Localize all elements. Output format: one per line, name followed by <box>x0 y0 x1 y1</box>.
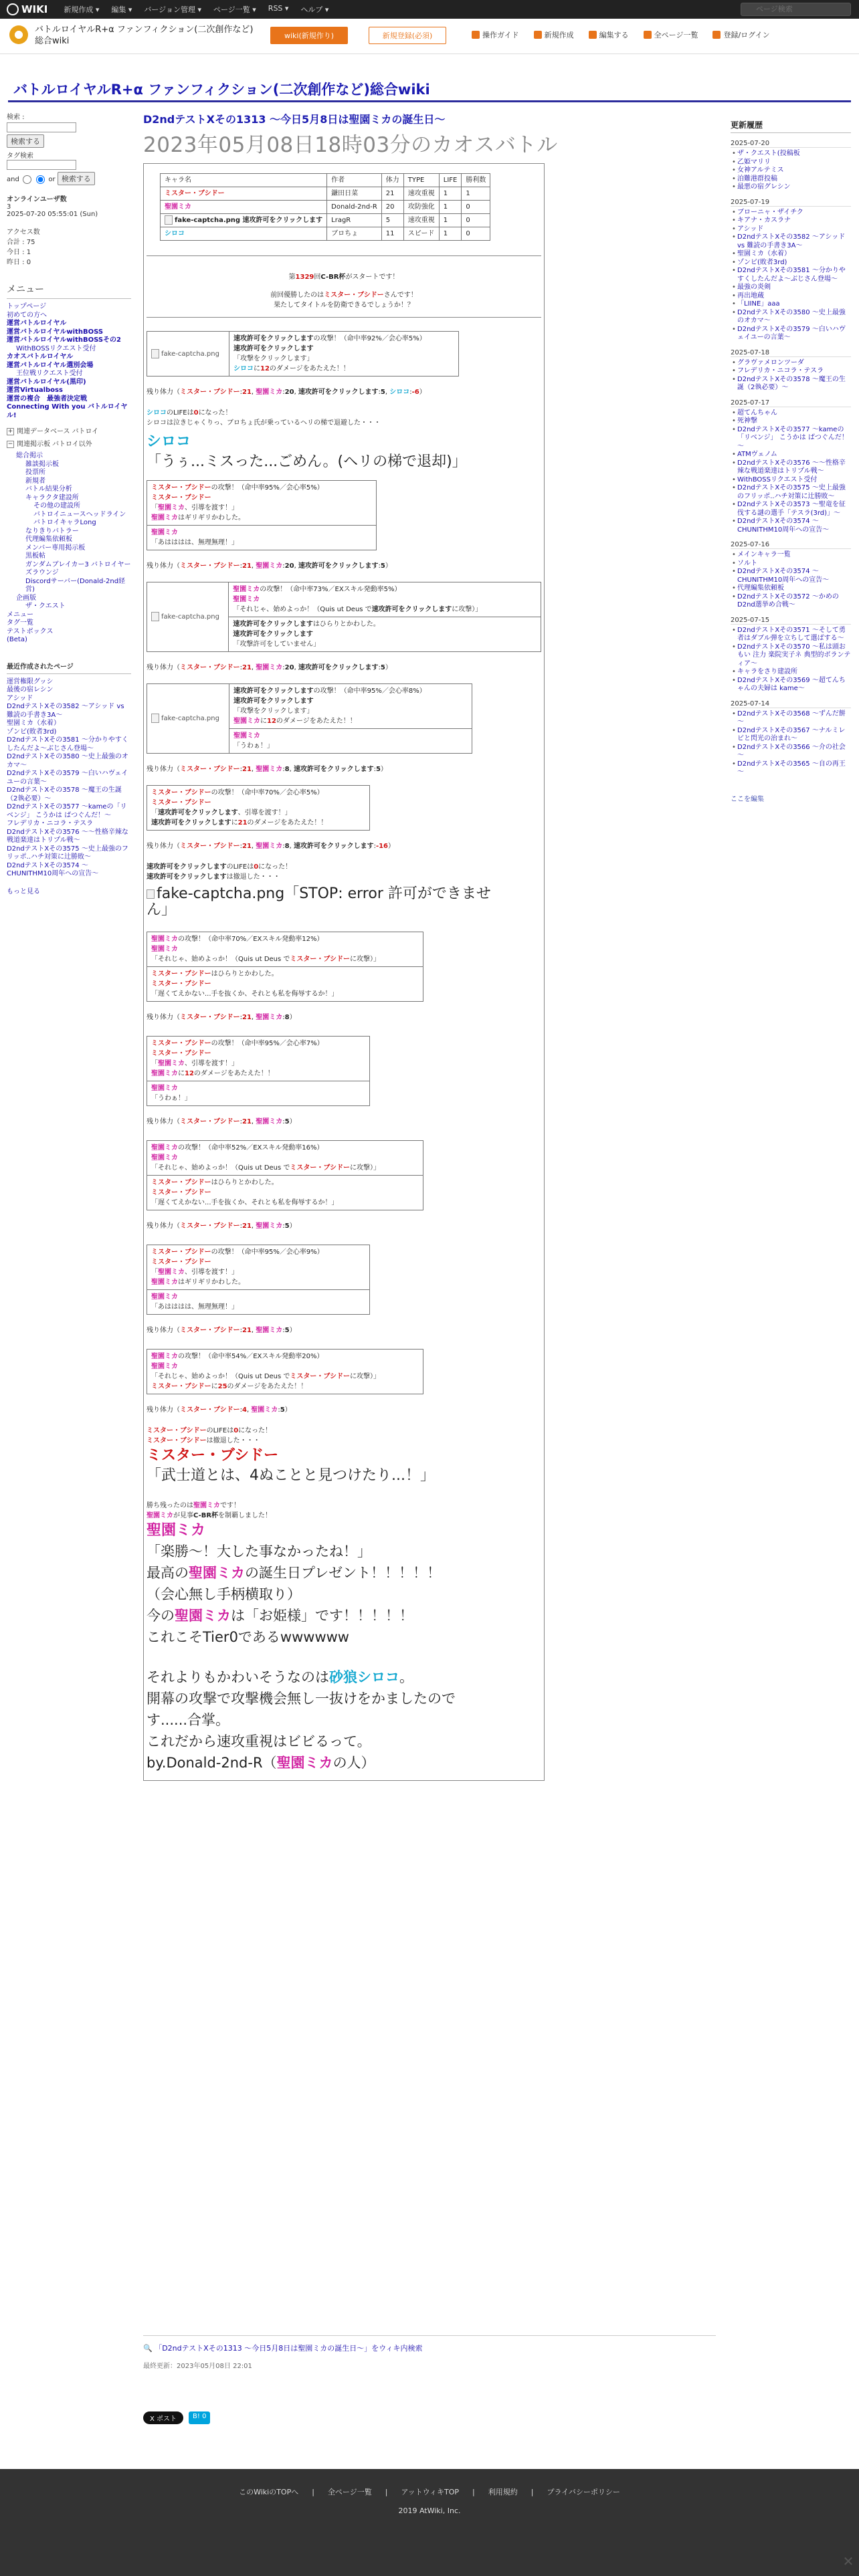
top-menu-item[interactable]: 新規作成 ▾ <box>64 5 100 14</box>
sidebar-tree-item[interactable]: テストボックス <box>7 627 54 635</box>
event-row: ミスター・ブシドーの攻撃！（命中率70%／会心率5%） ミスター・ブシドー 「速攻許可をクリックします、引導を渡す！」 速攻許可をクリックしますに21のダメージをあたえた！！ <box>147 785 370 831</box>
recent-page-link[interactable]: ゾンビ(敗者3rd) <box>7 728 57 736</box>
page-info <box>143 2335 716 2424</box>
header-action-0[interactable] <box>472 29 519 40</box>
recent-page-link[interactable]: フレデリカ・ニコラ・テスラ <box>7 820 94 827</box>
update-link[interactable]: • D2ndテストXその3569 ～超てんちゃんの夫婦は kame～ <box>731 677 851 693</box>
sidebar-menu-item[interactable]: 運営バトルロイヤル(黒印) <box>7 378 86 386</box>
footer-link[interactable]: プライバシーポリシー <box>547 2488 620 2496</box>
site-name[interactable]: バトルロイヤルR+α ファンフィクション(二次創作など)総合wiki <box>35 25 254 46</box>
update-link[interactable]: • アシッド <box>731 225 851 234</box>
sidebar-tree-item[interactable]: 総合掲示 <box>16 452 43 459</box>
header-action-label: 編集する <box>599 31 629 39</box>
x-post-button[interactable]: X ポスト <box>143 2411 183 2424</box>
main-content <box>143 111 716 1781</box>
update-link[interactable]: • フレデリカ・ニコラ・テスラ <box>731 367 851 376</box>
recent-page-link[interactable]: アシッド <box>7 694 33 702</box>
sidebar-tree-item[interactable]: バトロイニュースヘッドライン <box>33 510 126 518</box>
left-sidebar <box>7 111 131 896</box>
hp-remaining: 残り体力（ミスター・ブシドー:21, 聖園ミカ:20, 速攻許可をクリックします:5） <box>147 664 392 671</box>
update-date: 2025-07-17 <box>731 399 851 407</box>
menu-title: メニュー <box>7 284 44 295</box>
tag-search-input[interactable] <box>7 160 76 170</box>
char-name[interactable]: シロコ <box>165 230 185 237</box>
sidebar-menu-item[interactable]: トップページ <box>7 303 47 310</box>
event-row: 聖園ミカの攻撃！（命中率52%／EXスキル発動率16%） 聖園ミカ 「それじゃ、始めよっか！（Quis ut Deus でミスター・ブシドーに攻撃）」 ミスター・ブシドーはひらりとかわした。 ミスター・ブシドー 「遅くてえかない...手を抜くか、それとも私を侮辱するか！」 <box>147 1140 423 1210</box>
char-life: 1 <box>439 201 462 214</box>
top-menu-item[interactable]: ヘルプ ▾ <box>300 5 329 14</box>
action-icon <box>472 31 480 39</box>
update-link[interactable]: • D2ndテストXその3575 ～史上最強のフリッポ..ハチ対策に辻勝敗～ <box>731 484 851 501</box>
atwiki-logo[interactable]: WIKI <box>7 3 47 15</box>
site-logo-icon[interactable] <box>9 25 28 44</box>
footer <box>0 2469 859 2576</box>
char-name-cell <box>161 227 327 241</box>
sidebar-tree-item[interactable]: バトロイキャラLong <box>33 519 96 526</box>
char-hp: 5 <box>381 214 403 227</box>
sidebar-menu-item[interactable]: WithBOSSリクエスト受付 <box>16 344 96 352</box>
char-name[interactable]: ミスター・ブシドー <box>165 190 225 197</box>
update-link[interactable]: • ATMヴェノム <box>731 451 851 459</box>
recent-title: 最近作成されたページ <box>7 663 74 671</box>
sidebar-tree-item[interactable]: Discordサーバー(Donald-2nd経営) <box>25 577 126 593</box>
update-link[interactable]: • 死神撃 <box>731 417 851 426</box>
sidebar-tree-item[interactable]: バトル結果分析 <box>25 486 72 493</box>
more-link[interactable]: もっと見る <box>7 887 40 895</box>
sidebar-tree-item[interactable]: タグ一覧 <box>7 619 33 627</box>
table-row <box>161 187 490 201</box>
update-date: 2025-07-19 <box>731 199 851 207</box>
intro: 第1329回C-BR杯がスタートです！ 前回優勝したのはミスター・ブシドーさんです！ 果たしてタイトルを防衛できるでしょうか！？ <box>270 274 417 309</box>
char-wins: 1 <box>462 187 490 201</box>
table-header: キャラ名 <box>161 174 327 187</box>
event-row: 聖園ミカの攻撃！（命中率70%／EXスキル発動率12%） 聖園ミカ 「それじゃ、始めよっか！（Quis ut Deus でミスター・ブシドーに攻撃）」 ミスター・ブシドーはひらりとかわした。 ミスター・ブシドー 「遅くてえかない...手を抜くか、それとも私を侮辱するか！」 <box>147 932 423 1002</box>
tree-board[interactable]: 関連掲示板 バトロイ以外 <box>17 441 92 448</box>
tree-db[interactable]: 関連データベース バトロイ <box>17 428 99 435</box>
header-action-label: 操作ガイド <box>482 31 519 39</box>
top-menu-item[interactable]: バージョン管理 ▾ <box>144 5 201 14</box>
sidebar-tree-item[interactable]: メンバー専用掲示板 <box>25 544 86 552</box>
tag-search-label: タグ検索 <box>7 152 33 160</box>
update-link[interactable]: • ゾンビ(敗者3rd) <box>731 259 851 267</box>
char-author: LragR <box>327 214 382 227</box>
char-hp: 21 <box>381 187 403 201</box>
sidebar-tree <box>7 452 131 645</box>
update-link[interactable]: • 聖園ミカ（水着） <box>731 250 851 259</box>
action-icon <box>589 31 597 39</box>
sidebar-menu-item[interactable]: 運営バトルロイヤルwithBOSSその2 <box>7 336 122 344</box>
update-link[interactable]: • D2ndテストXその3582 ～アシッド vs 難読の手書き3A～ <box>731 233 851 250</box>
update-link[interactable]: • D2ndテストXその3580 ～史上最強のオカマ～ <box>731 309 851 326</box>
footer-link[interactable]: アットウィキTOP <box>401 2488 460 2496</box>
recent-page-link[interactable]: D2ndテストXその3577 ～kameの「リベンジ」 こうかは ばつぐんだ！～ <box>7 803 127 819</box>
action-icon <box>644 31 652 39</box>
and-radio[interactable] <box>23 175 31 184</box>
access-title: アクセス数 <box>7 229 40 236</box>
top-menu <box>64 4 328 15</box>
footer-link[interactable]: 全ページ一覧 <box>327 2488 372 2496</box>
online-count: 3 <box>7 203 11 211</box>
char-wins: 0 <box>462 214 490 227</box>
sidebar-tree-item[interactable]: キャラクタ建設所 <box>25 494 79 502</box>
copyright: 2019 AtWiki, Inc. <box>398 2506 461 2515</box>
footer-separator: | <box>531 2488 534 2496</box>
hp-remaining: 残り体力（ミスター・ブシドー:21, 聖園ミカ:20, 速攻許可をクリックします:5） <box>147 562 392 570</box>
char-type: 攻防強化 <box>403 201 439 214</box>
sidebar-menu-item[interactable]: 初めての方へ <box>7 311 47 319</box>
recent-updates-title: 更新履歴 <box>731 119 851 133</box>
wiki-search-link[interactable]: 🔍 「D2ndテストXその1313 ～今日5月8日は聖園ミカの誕生日～」をウィキ内検索 <box>143 2335 716 2353</box>
recent-page-link[interactable]: D2ndテストXその3581 ～分かりやすくしたんだよ～ぶじさん登場～ <box>7 736 128 752</box>
update-link[interactable]: • 女神アルテミス <box>731 167 851 175</box>
top-bar <box>0 0 859 19</box>
hp-remaining: 残り体力（ミスター・ブシドー:21, 聖園ミカ:8, 速攻許可をクリックします:-16） <box>147 843 395 850</box>
event-row: 聖園ミカの攻撃！（命中率54%／EXスキル発動率20%） 聖園ミカ 「それじゃ、始めよっか！（Quis ut Deus でミスター・ブシドーに攻撃）」 ミスター・ブシドーに25のダメージをあたえた！！ <box>147 1349 423 1394</box>
wiki-create-button[interactable]: wiki(新規作り) <box>270 27 348 44</box>
sidebar-tree-item[interactable]: ガンダムブレイカー3 バトロイヤーズラウンジ <box>25 560 131 576</box>
recent-page-link[interactable]: D2ndテストXその3579 ～白いハヴェイユーの言葉～ <box>7 770 128 786</box>
char-type: 速攻重視 <box>403 214 439 227</box>
char-wins: 0 <box>462 227 490 241</box>
or-radio[interactable] <box>36 175 45 184</box>
atwiki-logo-icon <box>7 3 19 15</box>
footer-link[interactable]: 利用規約 <box>488 2488 518 2496</box>
char-life: 1 <box>439 227 462 241</box>
sidebar-tree-item[interactable]: 企画版 <box>16 594 36 602</box>
access-today: 今日 : 1 <box>7 249 31 256</box>
update-link[interactable]: • メインキャラ一覧 <box>731 551 851 560</box>
recent-page-link[interactable]: D2ndテストXその3580 ～史上最強のオカマ～ <box>7 753 128 769</box>
sidebar-menu-item[interactable]: 運営バトルロイヤル <box>7 320 67 327</box>
top-menu-item[interactable]: ページ一覧 ▾ <box>213 5 256 14</box>
char-hp: 20 <box>381 201 403 214</box>
update-link[interactable]: • D2ndテストXその3573 ～聖竜を征伐する謎の選手「テスラ(3rd)」～ <box>731 501 851 518</box>
edit-here-link[interactable]: ここを編集 <box>731 795 764 803</box>
table-header: 体力 <box>381 174 403 187</box>
or-label: or <box>48 176 56 183</box>
sidebar-tree-item[interactable]: 新規者 <box>25 477 45 485</box>
header-action-label: 登録/ログイン <box>723 31 770 39</box>
update-link[interactable]: • D2ndテストXその3578 ～魔王の生誕（2執必要）～ <box>731 376 851 393</box>
title-divider <box>8 100 851 102</box>
header-action-3[interactable] <box>644 29 698 40</box>
recent-page-link[interactable]: D2ndテストXその3575 ～史上最強のフリッポ..ハチ対策に辻勝敗～ <box>7 845 128 861</box>
char-wins: 0 <box>462 201 490 214</box>
update-link[interactable]: • ブローニャ・ザイチク <box>731 209 851 217</box>
action-icon <box>712 31 721 39</box>
char-author: 鎌田日菜 <box>327 187 382 201</box>
page-search-input[interactable] <box>741 3 851 16</box>
char-name[interactable]: fake-captcha.png 速攻許可をクリックします <box>175 217 323 224</box>
hp-remaining: 残り体力（ミスター・ブシドー:21, 聖園ミカ:8） <box>147 1014 296 1021</box>
sidebar-menu-item[interactable]: 運営バトルロイヤル選別会場 <box>7 361 94 369</box>
update-link[interactable]: • D2ndテストXその3574 ～ CHUNITHM10周年への宣告～ <box>731 518 851 534</box>
collapse-icon[interactable]: − <box>7 440 13 447</box>
update-link[interactable]: • 「LIINE」aaa <box>731 300 851 309</box>
char-type: 速攻重視 <box>403 187 439 201</box>
recent-page-link[interactable]: D2ndテストXその3582 ～アシッド vs 難読の手書き3A～ <box>7 703 124 719</box>
update-link[interactable]: • D2ndテストXその3574 ～ CHUNITHM10周年への宣告～ <box>731 568 851 584</box>
close-icon[interactable]: ✕ <box>842 2553 854 2569</box>
tag-search-button[interactable]: 検索する <box>58 172 95 185</box>
footer-links <box>0 2486 859 2497</box>
header-actions <box>472 29 770 40</box>
sidebar-tree-item[interactable]: 雑談掲示板 <box>25 460 59 468</box>
sidebar-tree-item[interactable]: 投票所 <box>25 469 45 476</box>
event-row: ミスター・ブシドーの攻撃！（命中率95%／会心率5%） ミスター・ブシドー 「聖園ミカ、引導を渡す！」 聖園ミカはギリギリかわした。 聖園ミカ 「あはははは、無理無理！」 <box>147 480 377 550</box>
update-date: 2025-07-15 <box>731 617 851 625</box>
event-row: fake-captcha.png 速攻許可をクリックしますの攻撃！（命中率92%／会心率5%） 速攻許可をクリックします 「攻撃をクリックします」 シロコに12のダメージをあたえた！！ <box>147 331 459 377</box>
update-link[interactable]: • D2ndテストXその3571 ～そして勇者はダブル弾を立ちして選ばする～ <box>731 627 851 643</box>
online-title: オンラインユーザ数 <box>7 196 67 203</box>
footer-separator: | <box>312 2488 314 2496</box>
table-row <box>161 227 490 241</box>
action-icon <box>534 31 542 39</box>
update-link[interactable]: • D2ndテストXその3579 ～白いハヴェイユーの言葉～ <box>731 326 851 342</box>
footer-separator: | <box>385 2488 388 2496</box>
recent-page-link[interactable]: 聖園ミカ（水着） <box>7 720 60 727</box>
update-link[interactable]: • D2ndテストXその3568 ～ずんだ餅～ <box>731 710 851 727</box>
update-date: 2025-07-20 <box>731 140 851 148</box>
update-link[interactable]: • ザ・クエスト(投稿板 <box>731 150 851 158</box>
top-menu-item[interactable]: 編集 ▾ <box>111 5 132 14</box>
update-link[interactable]: • ソルト <box>731 560 851 568</box>
char-life: 1 <box>439 187 462 201</box>
recent-page-link[interactable]: 運営権限グッシ <box>7 677 54 685</box>
hp-remaining: 残り体力（ミスター・ブシドー:21, 聖園ミカ:5） <box>147 1222 296 1230</box>
sidebar-tree-item[interactable]: 代理編集依頼板 <box>25 536 72 543</box>
event-row: fake-captcha.png 聖園ミカの攻撃！（命中率73%／EXスキル発動率5%） 聖園ミカ 「それじゃ、始めよっか！（Quis ut Deus で速攻許可をクリックしますに攻撃）」 速攻許可をクリックしますはひらりとかわした。 速攻許可をクリックします 「攻撃許可をしていません」 <box>147 582 541 652</box>
update-link[interactable]: • D2ndテストXその3570 ～私は頭おもい 注力 楽院実子ネ 典型的ボランティア～ <box>731 643 851 669</box>
update-link[interactable]: • D2ndテストXその3572 ～かめのD2nd選挙め合戦～ <box>731 593 851 610</box>
update-date: 2025-07-18 <box>731 349 851 357</box>
char-type: スピード <box>403 227 439 241</box>
table-row <box>161 201 490 214</box>
article-subtitle: 2023年05月08日18時03分のカオスバトル <box>143 133 558 157</box>
sidebar-tree-item[interactable]: ザ・クエスト <box>25 603 66 610</box>
update-link[interactable]: • D2ndテストXその3576 ～～性格辛辣な戦道楽達はトリプル戦～ <box>731 459 851 476</box>
broken-image-icon <box>165 215 173 225</box>
sidebar-tree-item[interactable]: 黒板帖 <box>25 552 45 560</box>
expand-icon[interactable]: + <box>7 427 13 435</box>
char-author: Donald-2nd-R <box>327 201 382 214</box>
footer-separator: | <box>472 2488 475 2496</box>
recent-page-link[interactable]: 最後の宿レシン <box>7 686 54 693</box>
wiki-search-input[interactable] <box>7 122 76 132</box>
hp-remaining: 残り体力（ミスター・ブシドー:21, 聖園ミカ:20, 速攻許可をクリックします:5, シロコ:-6） <box>147 389 426 396</box>
event-row: ミスター・ブシドーの攻撃！（命中率95%／会心率7%） ミスター・ブシドー 「聖園ミカ、引導を渡す！」 聖園ミカに12のダメージをあたえた！！ 聖園ミカ 「うわぁ！」 <box>147 1036 370 1106</box>
recent-page-link[interactable]: D2ndテストXその3574 ～ CHUNITHM10周年への宣告～ <box>7 861 99 877</box>
sidebar-tree-item[interactable]: その他の建設所 <box>33 502 80 510</box>
sidebar-menu-item[interactable]: 運営Virtualboss <box>7 387 63 394</box>
last-updated: 最終更新：2023年05月08日 22:01 <box>143 2363 252 2370</box>
hp-remaining: 残り体力（ミスター・ブシドー:21, 聖園ミカ:8, 速攻許可をクリックします:5） <box>147 766 387 773</box>
battle-log: キャラ名 作者 体力 TYPE LIFE 勝利数 ミスター・ブシドー 鎌田日菜 21 速攻重視 1 1 聖園ミカ Donald-2nd-R 20 攻防強化 1 0 fake-captcha.png 速攻許可をクリックします LragR 5 速攻重視 1 0 シロコ ブロちょ 11 スピード 1 0 第1329回C-BR杯がスタートです！ 前回優勝したのはミスター・ブシドーさんです！ 果たしてタイトルを防衛できるでしょうか！？ fake-captcha.png 速攻許可をクリックしますの攻撃！（命中率92%／会心率5%） 速攻許可をクリックします 「攻撃をクリックします」 シロコに12のダメージをあたえた！！ 残り体力（ミスター・ブシドー:21, 聖園ミカ:20, 速攻許可をクリックします:5, シロコ:-6） シロコのLIFEは0になった！ シロコは泣きじゃくりっ、ブロちょ氏が乗っているヘリの梯で退避した・・・ シロコ 「うぅ...ミスった...ごめん。(ヘリの梯で退却)」 ミスター・ブシドーの攻撃！（命中率95%／会心率5%） ミスター・ブシドー 「聖園ミカ、引導を渡す！」 聖園ミカはギリギリかわした。 聖園ミカ 「あはははは、無理無理！」 残り体力（ミスター・ブシドー:21, 聖園ミカ:20, 速攻許可をクリックします:5） fake-captcha.png 聖園ミカの攻撃！（命中率73%／EXスキル発動率5%） 聖園ミカ 「それじゃ、始めよっか！（Quis ut Deus で速攻許可をクリックしますに攻撃）」 速攻許可をクリックしますはひらりとかわした。 速攻許可をクリックします 「攻撃許可をしていません」 残り体力（ミスター・ブシドー:21, 聖園ミカ:20, 速攻許可をクリックします:5） fake-captcha.png 速攻許可をクリックしますの攻撃！（命中率95%／会心率8%） 速攻許可をクリックします 「攻撃をクリックします」 聖園ミカに12のダメージをあたえた！！ 聖園ミカ 「うわぁ！」 残り体力（ミスター・ブシドー:21, 聖園ミカ:8, 速攻許可をクリックします:5） ミスター・ブシドーの攻撃！（命中率70%／会心率5%） ミスター・ブシドー 「速攻許可をクリックします、引導を渡す！」 速攻許可をクリックしますに21のダメージをあたえた！！ 残り体力（ミスター・ブシドー:21, 聖園ミカ:8, 速攻許可をクリックします:-16） 速攻許可をクリックしますのLIFEは0になった！ 速攻許可をクリックしますは撤退した・・・ fake-captcha.png「STOP: error 許可ができませ ん」 聖園ミカの攻撃！（命中率70%／EXスキル発動率12%） 聖園ミカ 「それじゃ、始めよっか！（Quis ut Deus でミスター・ブシドーに攻撃）」 ミスター・ブシドーはひらりとかわした。 ミスター・ブシドー 「遅くてえかない...手を抜くか、それとも私を侮辱するか！」 残り体力（ミスター・ブシドー:21, 聖園ミカ:8） ミスター・ブシドーの攻撃！（命中率95%／会心率7%） ミスター・ブシドー 「聖園ミカ、引導を渡す！」 聖園ミカに12のダメージをあたえた！！ 聖園ミカ 「うわぁ！」 残り体力（ミスター・ブシドー:21, 聖園ミカ:5） 聖園ミカの攻撃！（命中率52%／EXスキル発動率16%） 聖園ミカ 「それじゃ、始めよっか！（Quis ut Deus でミスター・ブシドーに攻撃）」 ミスター・ブシドーはひらりとかわした。 ミスター・ブシドー 「遅くてえかない...手を抜くか、それとも私を侮辱するか！」 残り体力（ミスター・ブシドー:21, 聖園ミカ:5） ミスター・ブシドーの攻撃！（命中率95%／会心率9%） ミスター・ブシドー 「聖園ミカ、引導を渡す！」 聖園ミカはギリギリかわした。 聖園ミカ 「あはははは、無理無理！」 残り体力（ミスター・ブシドー:21, 聖園ミカ:5） 聖園ミカの攻撃！（命中率54%／EXスキル発動率20%） 聖園ミカ 「それじゃ、始めよっか！（Quis ut Deus でミスター・ブシドーに攻撃）」 ミスター・ブシドーに25のダメージをあたえた！！ 残り体力（ミスター・ブシドー:4, 聖園ミカ:5） ミスター・ブシドーのLIFEは0になった！ ミスター・ブシドーは撤退した・・・ ミスター・ブシドー 「武士道とは、4ぬことと見つけたり...！」 勝ち残ったのは聖園ミカです！ 聖園ミカが見事C-BR杯を制覇しました！ 聖園ミカ 「楽勝～！大した事なかったね！」 最高の聖園ミカの誕生日プレゼント！！！！！ （会心無し手柄横取り） 今の聖園ミカは「お姫様」です！！！！！ これこそTier0であるwwwwww それよりもかわいそうなのは砂狼シロコ。 開幕の攻撃で攻撃機会無し一抜けをかましたので す......合掌。 これだから速攻重視はビビるって。 by.Donald-2nd-R（聖園ミカの人） <box>143 163 545 1781</box>
sidebar-tree-item[interactable]: なりきりバトラー <box>25 527 79 535</box>
site-header <box>0 19 859 54</box>
char-hp: 11 <box>381 227 403 241</box>
table-header: TYPE <box>403 174 439 187</box>
top-menu-item[interactable]: RSS ▾ <box>268 4 289 13</box>
hp-remaining: 残り体力（ミスター・ブシドー:21, 聖園ミカ:5） <box>147 1118 296 1125</box>
update-date: 2025-07-16 <box>731 541 851 549</box>
recent-pages <box>7 678 131 879</box>
update-link[interactable]: • D2ndテストXその3566 ～介の社会～ <box>731 744 851 760</box>
update-link[interactable]: • D2ndテストXその3581 ～分かりやすくしたんだよ～ぶじさん登場～ <box>731 267 851 284</box>
update-link[interactable]: • D2ndテストXその3577 ～kameの「リベンジ」 こうかは ばつぐんだ！～ <box>731 426 851 451</box>
table-row <box>161 214 490 227</box>
update-link[interactable]: • 最悪の宿グレシン <box>731 183 851 192</box>
and-label: and <box>7 176 19 183</box>
search-label: 検索 : <box>7 114 25 121</box>
table-header: 勝利数 <box>462 174 490 187</box>
hp-remaining: 残り体力（ミスター・ブシドー:4, 聖園ミカ:5） <box>147 1406 292 1414</box>
update-link[interactable]: • キャラをさり建設所 <box>731 668 851 677</box>
sidebar-menu-item[interactable]: 運営バトルロイヤルwithBOSS <box>7 328 104 336</box>
online-time: 2025-07-20 05:55:01 (Sun) <box>7 211 98 218</box>
sidebar-menu-item[interactable]: カオスバトルロイヤル <box>7 353 74 360</box>
header-action-4[interactable] <box>712 29 769 40</box>
signup-button[interactable]: 新規登録(必須) <box>369 27 446 44</box>
right-sidebar <box>731 119 851 803</box>
char-name[interactable]: 聖園ミカ <box>165 203 191 211</box>
update-link[interactable]: • 泊難港群投稿 <box>731 175 851 184</box>
sidebar-menu-item[interactable]: 運営の複合 最強者決定戦 <box>7 395 87 403</box>
char-life: 1 <box>439 214 462 227</box>
header-action-2[interactable] <box>589 29 629 40</box>
sidebar-menu <box>7 303 131 420</box>
char-name-cell <box>161 201 327 214</box>
update-link[interactable]: • 超てんちゃん <box>731 409 851 418</box>
page-title[interactable]: バトルロイヤルR+α ファンフィクション(二次創作など)総合wiki <box>13 82 430 98</box>
recent-page-link[interactable]: D2ndテストXその3576 ～～性格辛辣な戦道楽達はトリプル戦～ <box>7 828 128 844</box>
update-date: 2025-07-14 <box>731 700 851 708</box>
article-title: D2ndテストXその1313 ～今日5月8日は聖園ミカの誕生日～ <box>143 113 446 126</box>
captcha-image: fake-captcha.png <box>147 332 229 377</box>
sidebar-menu-item[interactable]: Connecting With you バトルロイヤル! <box>7 403 128 419</box>
event-row: fake-captcha.png 速攻許可をクリックしますの攻撃！（命中率95%／会心率8%） 速攻許可をクリックします 「攻撃をクリックします」 聖園ミカに12のダメージをあたえた！！ 聖園ミカ 「うわぁ！」 <box>147 683 472 754</box>
hp-remaining: 残り体力（ミスター・ブシドー:21, 聖園ミカ:5） <box>147 1327 296 1334</box>
header-action-1[interactable] <box>534 29 574 40</box>
footer-link[interactable]: このWikiのTOPへ <box>239 2488 299 2496</box>
table-header: LIFE <box>439 174 462 187</box>
sidebar-tree-item[interactable]: メニュー <box>7 611 33 619</box>
character-table <box>160 173 490 241</box>
update-link[interactable]: • D2ndテストXその3565 ～自の再王～ <box>731 760 851 777</box>
update-link[interactable]: • WithBOSSリクエスト受付 <box>731 476 851 485</box>
update-link[interactable]: • キアナ・カスラナ <box>731 217 851 225</box>
event-row: ミスター・ブシドーの攻撃！（命中率95%／会心率9%） ミスター・ブシドー 「聖園ミカ、引導を渡す！」 聖園ミカはギリギリかわした。 聖園ミカ 「あはははは、無理無理！」 <box>147 1245 370 1315</box>
sidebar-menu-item[interactable]: 王位戦リクエスト受付 <box>16 370 83 377</box>
access-yesterday: 昨日 : 0 <box>7 259 31 266</box>
char-name-cell <box>161 214 327 227</box>
update-link[interactable]: • 最強の炎剣 <box>731 284 851 292</box>
char-author: ブロちょ <box>327 227 382 241</box>
hatena-bookmark-button[interactable]: B! 0 <box>189 2411 210 2424</box>
header-action-label: 新規作成 <box>544 31 574 39</box>
recent-page-link[interactable]: D2ndテストXその3578 ～魔王の生誕（2執必要）～ <box>7 786 122 802</box>
access-total: 合計 : 75 <box>7 239 35 246</box>
table-header: 作者 <box>327 174 382 187</box>
update-link[interactable]: • グラヴァメロンツーダ <box>731 359 851 368</box>
update-link[interactable]: • 再出地蔵 <box>731 292 851 301</box>
update-link[interactable]: • D2ndテストXその3567 ～ナルミレビと閃光の治まれ～ <box>731 727 851 744</box>
update-link[interactable]: • 乙姫マリリ <box>731 158 851 167</box>
char-name-cell <box>161 187 327 201</box>
search-button[interactable]: 検索する <box>7 134 44 148</box>
update-link[interactable]: • 代理編集依頼板 <box>731 584 851 593</box>
header-action-label: 全ページ一覧 <box>654 31 698 39</box>
sidebar-tree-item[interactable]: (Beta) <box>7 636 27 643</box>
